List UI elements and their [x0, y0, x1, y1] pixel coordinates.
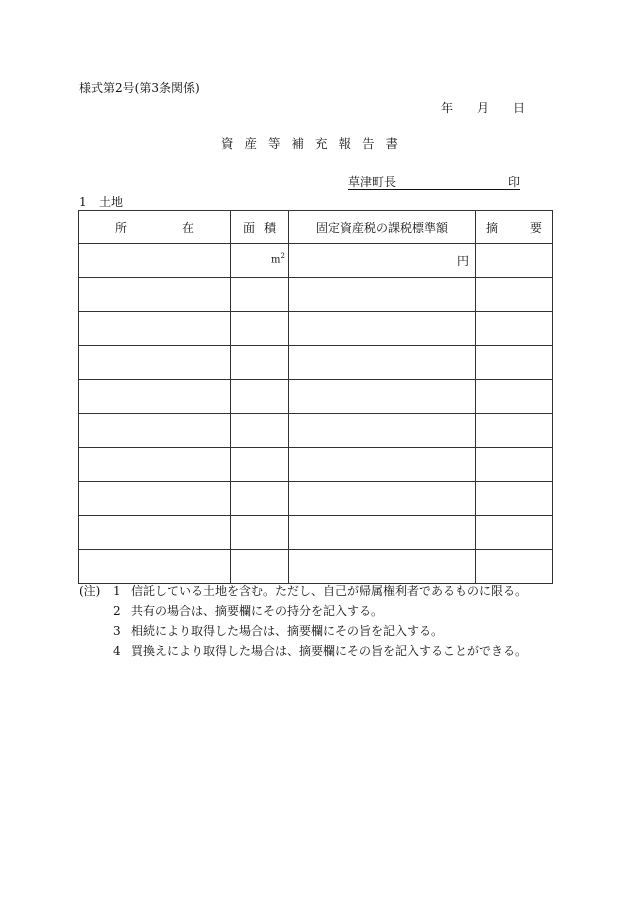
table-header-row [79, 211, 553, 244]
note-number: 2 [113, 604, 121, 618]
section-heading [79, 195, 123, 209]
location-cell[interactable] [79, 448, 231, 482]
location-cell[interactable] [79, 550, 231, 584]
header-location [79, 211, 231, 244]
seal-mark: 印 [507, 175, 520, 189]
note-number: 1 [113, 584, 121, 598]
tax-value-cell[interactable] [289, 278, 476, 312]
header-area [231, 211, 289, 244]
tax-value-cell[interactable] [289, 244, 476, 278]
location-cell[interactable] [79, 278, 231, 312]
table-row [79, 380, 553, 414]
note-text: 買換えにより取得した場合は、摘要欄にその旨を記入することができる。 [131, 644, 528, 658]
table-row [79, 346, 553, 380]
note-number: 3 [113, 624, 121, 638]
form-number: 様式第2号(第3条関係) [79, 81, 200, 95]
remarks-cell[interactable] [476, 550, 553, 584]
table-row [79, 448, 553, 482]
location-cell[interactable] [79, 516, 231, 550]
table-row [79, 414, 553, 448]
table-row [79, 516, 553, 550]
note-text: 共有の場合は、摘要欄にその持分を記入する。 [131, 604, 384, 618]
table-row [79, 482, 553, 516]
area-cell[interactable] [231, 346, 289, 380]
tax-value-cell[interactable] [289, 346, 476, 380]
area-cell[interactable] [231, 244, 289, 278]
addressee-name: 草津町長 [348, 175, 397, 189]
tax-value-cell[interactable] [289, 516, 476, 550]
remarks-cell[interactable] [476, 482, 553, 516]
area-cell[interactable] [231, 312, 289, 346]
note-number: 4 [113, 644, 121, 658]
location-cell[interactable] [79, 312, 231, 346]
area-cell[interactable] [231, 380, 289, 414]
header-tax-value: 固定資産税の課税標準額 [289, 211, 476, 244]
header-remarks [476, 211, 553, 244]
location-cell[interactable] [79, 380, 231, 414]
date-day-label: 日 [513, 101, 526, 115]
table-row [79, 550, 553, 584]
section-number: 1 [79, 195, 87, 209]
location-cell[interactable] [79, 482, 231, 516]
tax-value-cell[interactable] [289, 550, 476, 584]
area-cell[interactable] [231, 482, 289, 516]
remarks-cell[interactable] [476, 346, 553, 380]
header-location-char-2: 在 [181, 220, 194, 235]
land-table [78, 210, 553, 584]
date-year-label: 年 [441, 101, 454, 115]
date-month-label: 月 [477, 101, 490, 115]
location-cell[interactable] [79, 244, 231, 278]
remarks-cell[interactable] [476, 380, 553, 414]
header-remarks-char-2: 要 [529, 220, 542, 235]
tax-value-cell[interactable] [289, 448, 476, 482]
notes-label: (注) [79, 584, 101, 598]
yen-unit: 円 [456, 254, 469, 268]
section-label: 土地 [99, 195, 124, 209]
table-row [79, 278, 553, 312]
remarks-cell[interactable] [476, 414, 553, 448]
document-title: 資産等補充報告書 [220, 136, 409, 151]
area-cell[interactable] [231, 448, 289, 482]
header-area-char-1: 面 [243, 220, 256, 235]
table-row [79, 244, 553, 278]
remarks-cell[interactable] [476, 278, 553, 312]
remarks-cell[interactable] [476, 312, 553, 346]
tax-value-cell[interactable] [289, 312, 476, 346]
note-text: 相続により取得した場合は、摘要欄にその旨を記入する。 [131, 624, 444, 638]
header-area-char-2: 積 [263, 220, 276, 235]
area-cell[interactable] [231, 516, 289, 550]
location-cell[interactable] [79, 414, 231, 448]
area-cell[interactable] [231, 278, 289, 312]
header-remarks-char-1: 摘 [486, 220, 499, 235]
table-row [79, 312, 553, 346]
remarks-cell[interactable] [476, 516, 553, 550]
tax-value-cell[interactable] [289, 380, 476, 414]
remarks-cell[interactable] [476, 244, 553, 278]
remarks-cell[interactable] [476, 448, 553, 482]
header-location-char-1: 所 [115, 220, 128, 235]
area-cell[interactable] [231, 550, 289, 584]
addressee-line [348, 175, 520, 190]
location-cell[interactable] [79, 346, 231, 380]
tax-value-cell[interactable] [289, 414, 476, 448]
area-unit: $m^2$ [271, 252, 285, 266]
area-cell[interactable] [231, 414, 289, 448]
tax-value-cell[interactable] [289, 482, 476, 516]
note-text: 信託している土地を含む。ただし、自己が帰属権利者であるものに限る。 [131, 584, 528, 598]
